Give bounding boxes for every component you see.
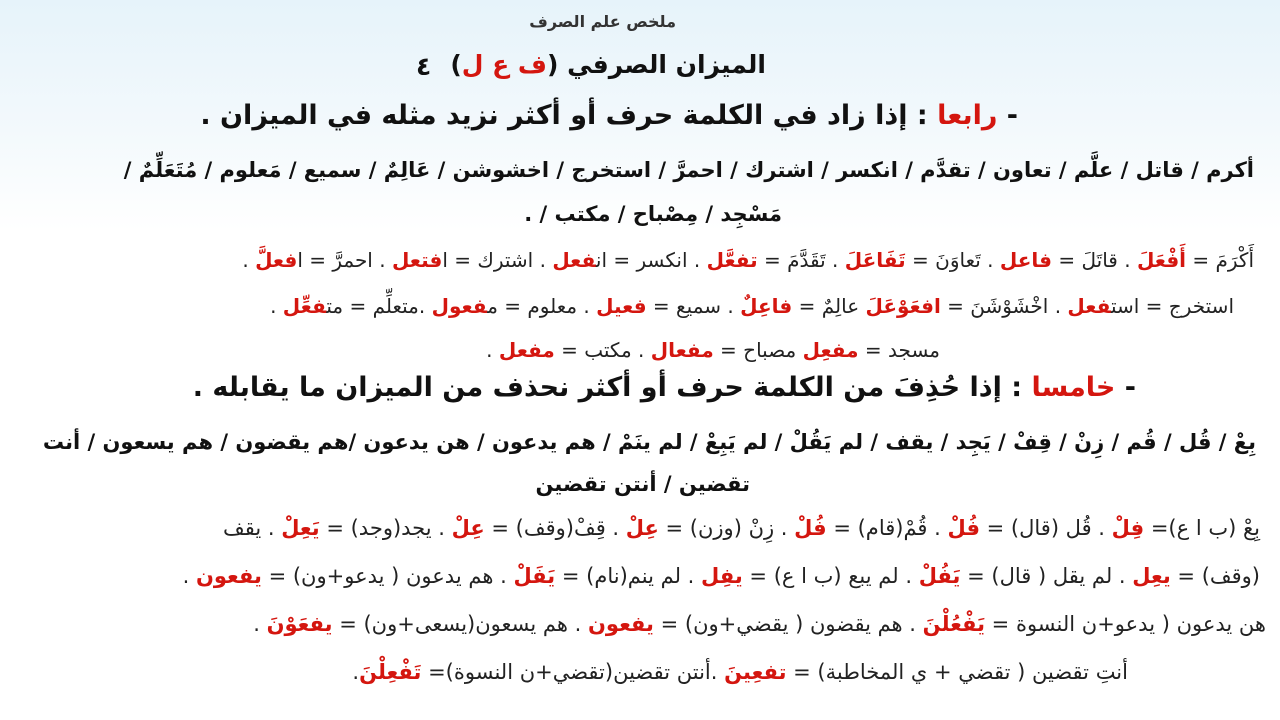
result-pattern: يَعِلْ: [281, 516, 320, 540]
result-text: . تَقَدَّمَ =: [757, 248, 845, 272]
result-pattern: تفعِينَ: [724, 660, 787, 684]
result-text: . هم يقضون ( يقضي+ون) =: [653, 612, 923, 636]
result-pattern: فعل: [1067, 294, 1111, 318]
result-text: .: [270, 294, 283, 318]
result-text: . سميع =: [646, 294, 741, 318]
result-pattern: فعول: [431, 294, 488, 318]
result-text: بِعْ (ب ا ع)=: [1144, 516, 1260, 540]
result-text: . يجد(وجد) =: [319, 516, 452, 540]
result-pattern: فُلْ: [947, 516, 980, 540]
result-pattern: فعِّل: [282, 294, 327, 318]
result-pattern: فعيل: [596, 294, 647, 318]
result-text: مسجد =: [858, 338, 940, 362]
result-text: (وقف) =: [1170, 564, 1260, 588]
result-text: .: [253, 612, 267, 636]
result-text: . لم يقل ( قال) =: [960, 564, 1133, 588]
result-pattern: أَفْعَلَ: [1136, 248, 1187, 272]
result-pattern: فعلَّ: [255, 248, 298, 272]
section5-examples-1: [43, 432, 1256, 453]
result-text: .: [242, 248, 256, 272]
section4-examples-text-1: أكرم / قاتل / علَّم / تعاون / تقدَّم / انكسر / اشترك / احمرَّ / استخرج / اخشوشن / عَالِمٌ / سميع / مَعلوم / مُتَعَلِّمٌ /: [123, 158, 1254, 182]
result-text: . زِنْ (وزن) =: [658, 516, 795, 540]
section5-dash: -: [1115, 372, 1136, 403]
result-pattern: تَفَاعَلَ: [844, 248, 906, 272]
result-text: . هم يدعون ( يدعو+ون) =: [261, 564, 514, 588]
result-pattern: مفعال: [650, 338, 714, 362]
result-text: . اشترك = ا: [442, 248, 553, 272]
page-number: [416, 54, 431, 79]
section4-results-2: [270, 296, 1234, 316]
section5-rule: : إذا حُذِفَ من الكلمة حرف أو أكثر نحذف من الميزان ما يقابله .: [192, 372, 1032, 403]
page-title: [450, 52, 766, 77]
section4-heading: [200, 100, 1018, 131]
page-number-text: ٤: [416, 52, 432, 81]
result-text: . معلوم = م: [487, 294, 597, 318]
result-text: . انكسر = ان: [595, 248, 707, 272]
result-text: . اخْشَوْشَنَ =: [940, 294, 1068, 318]
section5-examples-text-1: بِعْ / قُل / قُم / زِنْ / قِفْ / يَجِد / يقف / لم يَقُلْ / لم يَبِعْ / لم ينَمْ / هم يدعون / هن يدعون /هم يقضون / هم يسعون / أنت: [42, 430, 1256, 454]
summary-text: ملخص علم الصرف: [529, 12, 676, 31]
result-pattern: يعِل: [1132, 564, 1171, 588]
result-text: . قُمْ(قام) =: [826, 516, 948, 540]
section5-results-2: [183, 566, 1260, 587]
result-text: هن يدعون ( يدعو+ن النسوة =: [985, 612, 1266, 636]
result-text: .: [182, 564, 196, 588]
result-pattern: فتعل: [391, 248, 443, 272]
section5-results-3: [253, 614, 1266, 635]
result-pattern: تَفْعِلْنَ: [359, 660, 422, 684]
result-pattern: عِلْ: [451, 516, 485, 540]
section4-label: رابعا: [937, 100, 998, 131]
section5-results-4: [352, 662, 1128, 683]
section5-results-1: [223, 518, 1260, 539]
result-text: . تَعاوَنَ =: [905, 248, 1000, 272]
title-text: الميزان الصرفي (: [546, 50, 766, 79]
result-text: . قُل (قال) =: [979, 516, 1112, 540]
result-text: .: [352, 660, 360, 684]
result-pattern: يَفَلْ: [513, 564, 556, 588]
result-pattern: يَفُلْ: [918, 564, 961, 588]
result-pattern: فعل: [552, 248, 596, 272]
title-highlight: ف ع ل: [461, 50, 547, 79]
result-text: . احمرَّ = ا: [297, 248, 392, 272]
result-text: مصباح =: [713, 338, 803, 362]
result-text: . لم ينم(نام) =: [555, 564, 701, 588]
result-text: أَكْرَمَ =: [1186, 248, 1254, 272]
result-pattern: فُلْ: [794, 516, 827, 540]
section5-heading: [193, 374, 1136, 401]
result-pattern: عِلْ: [625, 516, 659, 540]
section5-examples-2: [536, 474, 750, 495]
result-text: عالِمٌ =: [792, 294, 866, 318]
result-pattern: مفعل: [498, 338, 555, 362]
result-pattern: افعَوْعَلَ: [865, 294, 941, 318]
title-close: ): [450, 50, 462, 79]
result-text: . مكتب =: [554, 338, 651, 362]
result-pattern: يفعون: [587, 612, 654, 636]
result-pattern: مفعِل: [802, 338, 859, 362]
section4-examples-1: [124, 160, 1254, 181]
result-pattern: يفِل: [701, 564, 743, 588]
result-pattern: يَفْعُلْنَ: [922, 612, 985, 636]
section4-examples-text-2: مَسْجِد / مِصْباح / مكتب / .: [524, 202, 782, 226]
result-text: . لم يبع (ب ا ع) =: [742, 564, 919, 588]
result-text: .أنتن تقضين(تقضي+ن النسوة)=: [421, 660, 725, 684]
result-pattern: فاعِلٌ: [740, 294, 793, 318]
result-text: . هم يسعون(يسعى+ون) =: [332, 612, 588, 636]
result-text: .متعلِّم = مت: [326, 294, 432, 318]
result-pattern: فاعل: [999, 248, 1053, 272]
result-pattern: فِلْ: [1111, 516, 1145, 540]
result-text: أنتِ تقضين ( تقضي + ي المخاطبة) =: [786, 660, 1128, 684]
result-text: استخرج = است: [1110, 294, 1234, 318]
section5-examples-text-2: تقضين / أنتن تقضين: [535, 472, 750, 496]
result-text: .: [486, 338, 499, 362]
section5-label: خامسا: [1031, 372, 1116, 403]
section4-results-1: [242, 250, 1254, 270]
result-text: . يقف: [222, 516, 282, 540]
section4-results-3: [486, 340, 940, 360]
summary-heading: [529, 14, 676, 30]
result-pattern: يفعون: [195, 564, 262, 588]
section4-dash: -: [997, 100, 1018, 131]
result-pattern: يفعَوْنَ: [266, 612, 333, 636]
result-text: . قاتَلَ =: [1052, 248, 1137, 272]
section4-rule: : إذا زاد في الكلمة حرف أو أكثر نزيد مثله في الميزان .: [200, 100, 938, 131]
result-text: . قِفْ(وقف) =: [484, 516, 626, 540]
result-pattern: تفعَّل: [706, 248, 758, 272]
section4-examples-2: [524, 204, 782, 225]
